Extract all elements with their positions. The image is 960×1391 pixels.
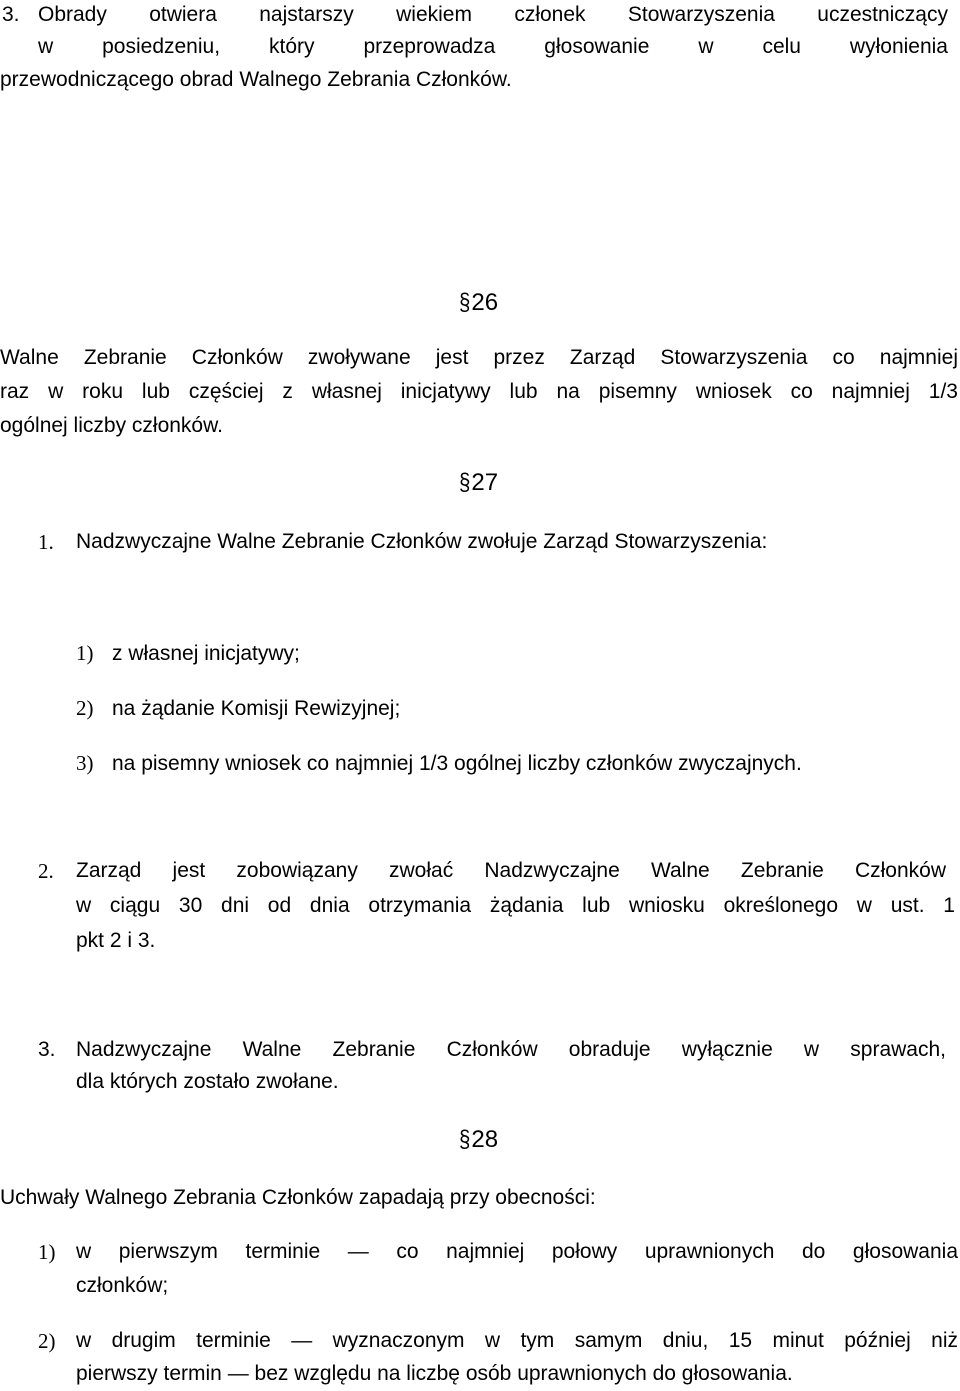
s28-point-2-number: 2): [38, 1329, 56, 1353]
s26-line-1: Walne Zebranie Członków zwoływane jest przez Zarząd Stowarzyszenia co najmniej: [0, 346, 958, 369]
s27-p2-line-3: pkt 2 i 3.: [76, 929, 156, 952]
s27-p3-line-1: Nadzwyczajne Walne Zebranie Członków obraduje wyłącznie w sprawach,: [76, 1038, 946, 1061]
section-number: 28: [471, 1126, 499, 1153]
top-item-number: 3.: [2, 3, 20, 26]
point-number: 3): [76, 751, 94, 775]
s27-p1-text: Nadzwyczajne Walne Zebranie Członków zwołuje Zarząd Stowarzyszenia:: [76, 530, 768, 553]
s27-point-1: [76, 641, 300, 666]
top-item-line-1: Obrady otwiera najstarszy wiekiem członek Stowarzyszenia uczestniczący: [38, 3, 948, 26]
section-number: 26: [471, 289, 499, 316]
section-sign: §: [459, 469, 471, 496]
top-item-line-3: przewodniczącego obrad Walnego Zebrania Członków.: [0, 68, 512, 91]
section-sign: §: [459, 1126, 471, 1153]
point-text: na pisemny wniosek co najmniej 1/3 ogólnej liczby członków zwyczajnych.: [112, 752, 802, 775]
s27-point-2: [76, 696, 400, 721]
s28-intro: Uchwały Walnego Zebrania Członków zapadają przy obecności:: [0, 1186, 596, 1209]
s28-point-2-line-2: pierwszy termin — bez względu na liczbę osób uprawnionych do głosowania.: [76, 1362, 793, 1385]
s27-p1-number: 1.: [38, 530, 54, 554]
s28-point-1-line-1: w pierwszym terminie — co najmniej połowy uprawnionych do głosowania: [76, 1240, 958, 1263]
section-sign: §: [459, 289, 471, 316]
section-heading-28: [458, 1126, 498, 1154]
top-item-line-2: w posiedzeniu, który przeprowadza głosowanie w celu wyłonienia: [38, 35, 948, 58]
point-text: na żądanie Komisji Rewizyjnej;: [112, 697, 401, 720]
section-heading-26: [458, 289, 498, 317]
s26-line-3: ogólnej liczby członków.: [0, 414, 223, 437]
s27-point-3: [76, 751, 802, 776]
s27-p2-line-1: Zarząd jest zobowiązany zwołać Nadzwyczajne Walne Zebranie Członków: [76, 859, 946, 882]
point-number: 1): [76, 641, 94, 665]
s28-point-1-line-2: członków;: [76, 1274, 169, 1297]
section-number: 27: [471, 469, 499, 496]
s26-line-2: raz w roku lub częściej z własnej inicjatywy lub na pisemny wniosek co najmniej 1/3: [0, 380, 958, 403]
s27-p2-line-2: w ciągu 30 dni od dnia otrzymania żądania lub wniosku określonego w ust. 1: [76, 894, 955, 917]
s28-point-2-line-1: w drugim terminie — wyznaczonym w tym samym dniu, 15 minut później niż: [76, 1329, 958, 1352]
s27-p2-number: 2.: [38, 859, 54, 883]
s28-point-1-number: 1): [38, 1240, 56, 1264]
section-heading-27: [458, 469, 498, 497]
s27-p3-number: 3.: [38, 1038, 56, 1061]
point-text: z własnej inicjatywy;: [112, 642, 300, 665]
s27-p3-line-2: dla których zostało zwołane.: [76, 1070, 339, 1093]
point-number: 2): [76, 696, 94, 720]
